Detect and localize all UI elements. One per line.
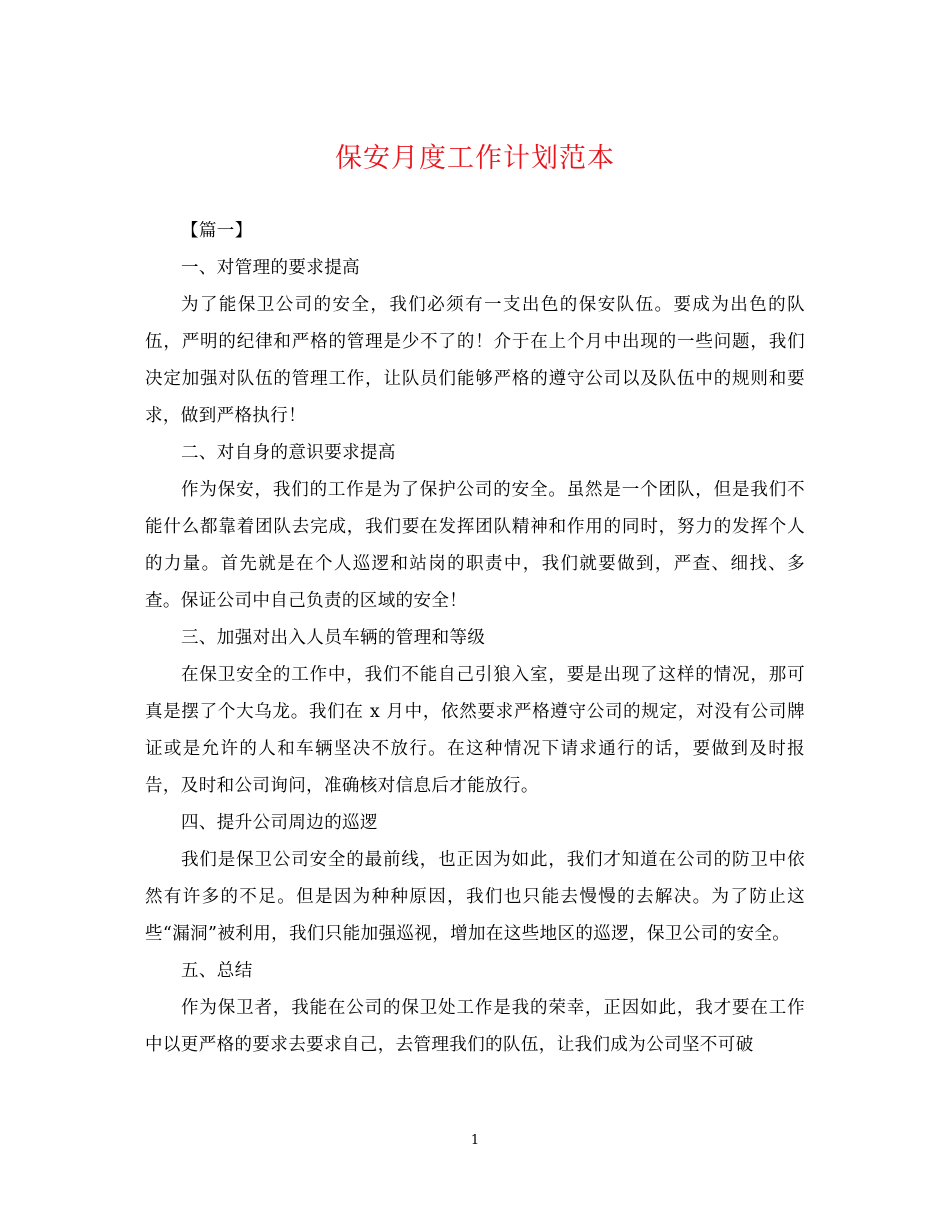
- paragraph-vehicle-control: 在保卫安全的工作中，我们不能自己引狼入室，要是出现了这样的情况，那可真是摆了个大乌龙。我们在 x 月中，依然要求严格遵守公司的规定，对没有公司牌证或是允许的人和车辆坚决不放行。在这种情况下请求通行的话，要做到及时报告，及时和公司询问，准确核对信息后才能放行。: [145, 665, 805, 796]
- section-heading-patrol: 四、提升公司周边的巡逻: [181, 813, 378, 833]
- paragraph-patrol: 我们是保卫公司安全的最前线，也正因为如此，我们才知道在公司的防卫中依然有许多的不足。但是因为种种原因，我们也只能去慢慢的去解决。为了防止这些“漏洞”被利用，我们只能加强巡视，增加在这些地区的巡逻，保卫公司的安全。: [145, 850, 805, 944]
- page-number: 1: [470, 1133, 480, 1148]
- paragraph-management: 为了能保卫公司的安全，我们必须有一支出色的保安队伍。要成为出色的队伍，严明的纪律和严格的管理是少不了的！介于在上个月中出现的一些问题，我们决定加强对队伍的管理工作，让队员们能够严格的遵守公司以及队伍中的规则和要求，做到严格执行！: [145, 295, 805, 426]
- section-heading-part-one: 【篇一】: [181, 221, 253, 241]
- section-heading-management: 一、对管理的要求提高: [181, 258, 360, 278]
- paragraph-summary: 作为保卫者，我能在公司的保卫处工作是我的荣幸，正因如此，我才要在工作中以更严格的要求去要求自己，去管理我们的队伍，让我们成为公司坚不可破: [145, 998, 805, 1055]
- section-heading-awareness: 二、对自身的意识要求提高: [181, 443, 396, 463]
- paragraph-awareness: 作为保安，我们的工作是为了保护公司的安全。虽然是一个团队，但是我们不能什么都靠着团队去完成，我们要在发挥团队精神和作用的同时，努力的发挥个人的力量。首先就是在个人巡逻和站岗的职责中，我们就要做到，严查、细找、多查。保证公司中自己负责的区域的安全！: [145, 480, 805, 611]
- document-title: 保安月度工作计划范本: [335, 143, 615, 174]
- section-heading-summary: 五、总结: [181, 961, 253, 981]
- section-heading-vehicle-control: 三、加强对出入人员车辆的管理和等级: [181, 628, 486, 648]
- document-body: [145, 213, 805, 1064]
